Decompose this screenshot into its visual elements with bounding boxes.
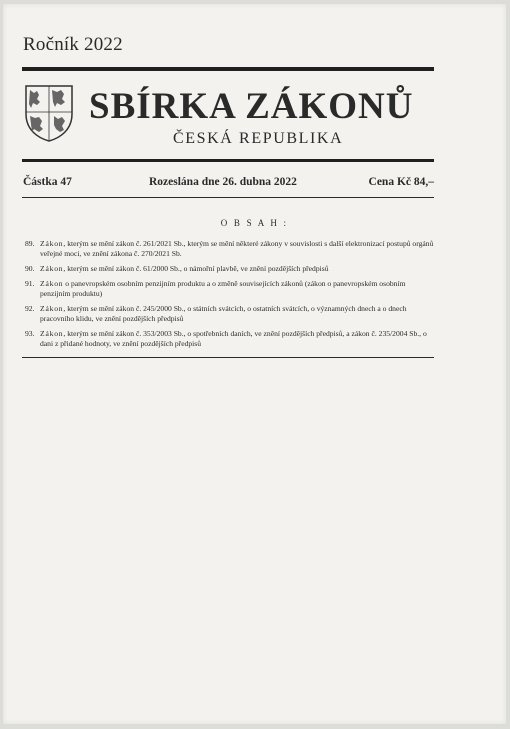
item-text: , kterým se mění zákon č. 245/2000 Sb., o státních svátcích, o ostatních svátcích, o významných dnech a o dnech pracovního klidu, ve znění pozdějších předpisů: [40, 304, 407, 323]
item-kind: Zákon: [40, 304, 64, 313]
gazette-title: SBÍRKA ZÁKONŮ: [89, 86, 414, 127]
publication-date: Rozeslána dne 26. dubna 2022: [149, 176, 297, 188]
top-rule: [22, 67, 434, 71]
gazette-page: [3, 4, 506, 724]
contents-list: [25, 239, 435, 354]
issue-price: Cena Kč 84,–: [368, 176, 434, 188]
item-number: 89.: [25, 239, 35, 248]
issue-rule: [22, 197, 434, 198]
list-item: [25, 239, 435, 259]
contents-bottom-rule: [22, 357, 434, 358]
list-item: [25, 279, 435, 299]
item-kind: Zákon: [40, 279, 64, 288]
item-text: , kterým se mění zákon č. 261/2021 Sb., kterým se mění některé zákony v souvislosti s další elektronizací postupů orgánů veřejné moci, ve znění zákona č. 270/2021 Sb.: [40, 239, 434, 258]
contents-heading: O B S A H :: [220, 218, 289, 228]
item-number: 91.: [25, 279, 35, 288]
item-text: , kterým se mění zákon č. 61/2000 Sb., o námořní plavbě, ve znění pozdějších předpisů: [63, 264, 329, 273]
item-kind: Zákon: [40, 329, 64, 338]
item-kind: Zákon: [40, 264, 64, 273]
list-item: [25, 304, 435, 324]
item-kind: Zákon: [40, 239, 64, 248]
gazette-subtitle: ČESKÁ REPUBLIKA: [173, 130, 344, 147]
issue-number: Částka 47: [23, 176, 72, 188]
item-number: 92.: [25, 304, 35, 313]
item-text: , kterým se mění zákon č. 353/2003 Sb., o spotřebních daních, ve znění pozdějších předpisů, a zákon č. 235/2004 Sb., o dani z přidané hodnoty, ve znění pozdějších předpisů: [40, 329, 427, 348]
header-rule: [22, 159, 434, 162]
czech-coat-of-arms-icon: [24, 84, 74, 142]
volume-label: Ročník 2022: [23, 34, 123, 55]
item-number: 90.: [25, 264, 35, 273]
item-text: o panevropském osobním penzijním produktu a o změně souvisejících zákonů (zákon o panevropském osobním penzijním produktu): [40, 279, 406, 298]
list-item: [25, 264, 435, 274]
item-number: 93.: [25, 329, 35, 338]
list-item: [25, 329, 435, 349]
